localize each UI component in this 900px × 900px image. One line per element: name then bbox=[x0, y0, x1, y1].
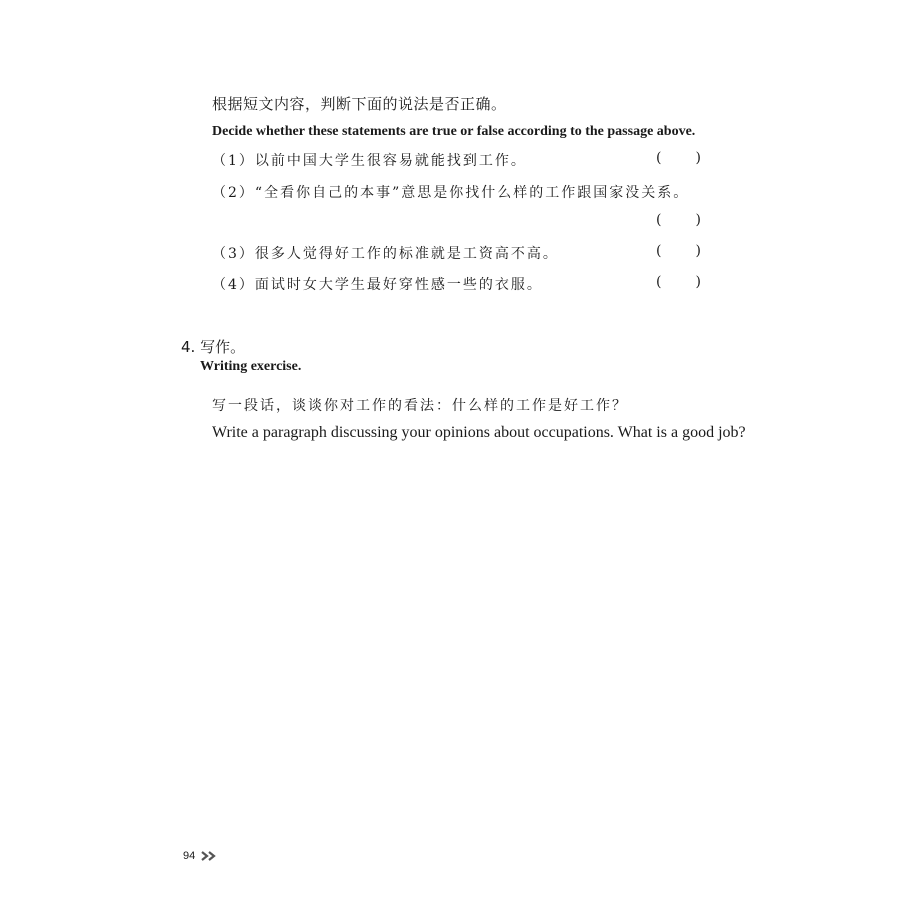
section-title: 4. 写作。 bbox=[181, 338, 246, 356]
statement-number: （1） bbox=[212, 153, 255, 169]
answer-bracket-4[interactable]: ( ) bbox=[656, 274, 701, 290]
instruction-chinese: 根据短文内容，判断下面的说法是否正确。 bbox=[212, 95, 507, 113]
statement-number: （3） bbox=[212, 246, 255, 262]
statement-3 bbox=[212, 243, 559, 263]
statement-2 bbox=[212, 182, 689, 202]
writing-prompt-english: Write a paragraph discussing your opinions about occupations. What is a good job? bbox=[212, 424, 746, 441]
instruction-english: Decide whether these statements are true or false according to the passage above. bbox=[212, 124, 696, 139]
statement-text: “全看你自己的本事”意思是你找什么样的工作跟国家没关系。 bbox=[254, 185, 690, 201]
section-subtitle-english: Writing exercise. bbox=[200, 359, 302, 374]
writing-prompt-chinese: 写一段话，谈谈你对工作的看法：什么样的工作是好工作？ bbox=[212, 398, 628, 414]
double-chevron-right-icon bbox=[201, 851, 219, 861]
page-number: 94 bbox=[183, 850, 196, 862]
answer-bracket-1[interactable]: ( ) bbox=[656, 150, 701, 166]
statement-number: （4） bbox=[212, 277, 255, 293]
answer-bracket-3[interactable]: ( ) bbox=[656, 243, 701, 259]
statement-text: 以前中国大学生很容易就能找到工作。 bbox=[254, 153, 527, 169]
statement-number: （2） bbox=[212, 185, 255, 201]
page-footer bbox=[183, 850, 219, 862]
statement-4 bbox=[212, 274, 543, 294]
statement-1 bbox=[212, 150, 527, 170]
statement-text: 很多人觉得好工作的标准就是工资高不高。 bbox=[254, 246, 559, 262]
statement-text: 面试时女大学生最好穿性感一些的衣服。 bbox=[254, 277, 543, 293]
answer-bracket-2[interactable]: ( ) bbox=[656, 212, 701, 228]
